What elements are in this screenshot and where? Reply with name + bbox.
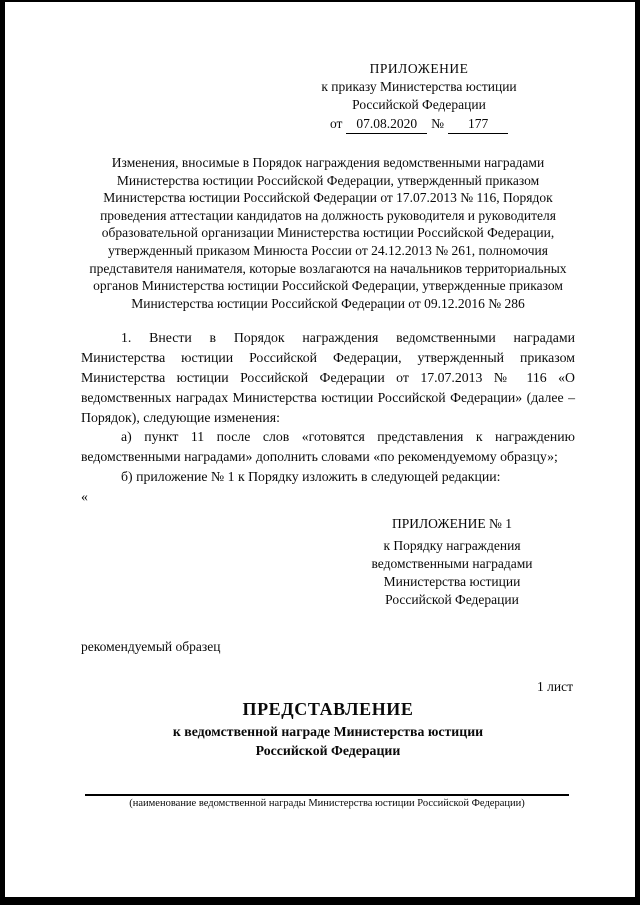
annex-block [347,515,557,609]
order-number: 177 [448,115,508,134]
award-name-line [85,794,569,796]
ot-label: от [329,116,343,132]
annex-line: ведомственными наградами [371,556,533,572]
form-subtitle-1: к ведомственной награде Министерства юстиции [172,724,484,740]
annex-line: Министерства юстиции [383,574,521,590]
requisites-line2: Российской Федерации [352,96,486,112]
num-label: № [431,116,445,132]
form-title: ПРЕДСТАВЛЕНИЕ [242,699,414,720]
order-date: 07.08.2020 [346,115,427,134]
requisites-title: ПРИЛОЖЕНИЕ [369,61,469,76]
annex-line: Российской Федерации [385,592,519,608]
annex-title: ПРИЛОЖЕНИЕ № 1 [391,515,513,531]
paragraph-2: а) пункт 11 после слов «готовятся представления к награждению ведомственными наградами» дополнить словами «по рекомендуемому образцу»; [81,429,575,465]
paragraph-1: 1. Внести в Порядок награждения ведомственными наградами Министерства юстиции Российской Федерации, утвержденный приказом Министерства юстиции Российской Федерации от 17.07.2013 № 116 «О ведомственных наградах Министерства юстиции Российской Федерации» (далее – Порядок), следующие изменения: [81,330,575,425]
requisites-line1: к приказу Министерства юстиции [321,78,517,94]
paragraph-3: б) приложение № 1 к Порядку изложить в следующей редакции: [121,469,501,485]
annex-line: к Порядку награждения [383,537,521,553]
form-subtitle-2: Российской Федерации [255,742,401,758]
requisites-date-line [269,115,569,134]
award-name-field [81,794,575,809]
recommended-sample-label: рекомендуемый образец [81,639,221,655]
requisites-block [269,60,569,134]
award-name-caption: (наименование ведомственной награды Министерства юстиции Российской Федерации) [129,797,525,809]
sheet-count: 1 лист [537,679,573,695]
quote-open-mark: « [81,489,88,505]
document-body [81,328,575,507]
document-subject: Изменения, вносимые в Порядок награждения ведомственными наградами Министерства юстиции Российской Федерации, утвержденный приказом Министерства юстиции Российской Федерации от 17.07.2013 № 116, Порядок проведения аттестации кандидатов на должность руководителя и руководителя образовательной организации Министерства юстиции Российской Федерации, утвержденный приказом Минюста России от 24.12.2013 № 261, полномочия представителя нанимателя, которые возлагаются на начальников территориальных органов Министерства юстиции Российской Федерации, утвержденные приказом Министерства юстиции Российской Федерации от 09.12.2016 № 286 [89,155,567,311]
